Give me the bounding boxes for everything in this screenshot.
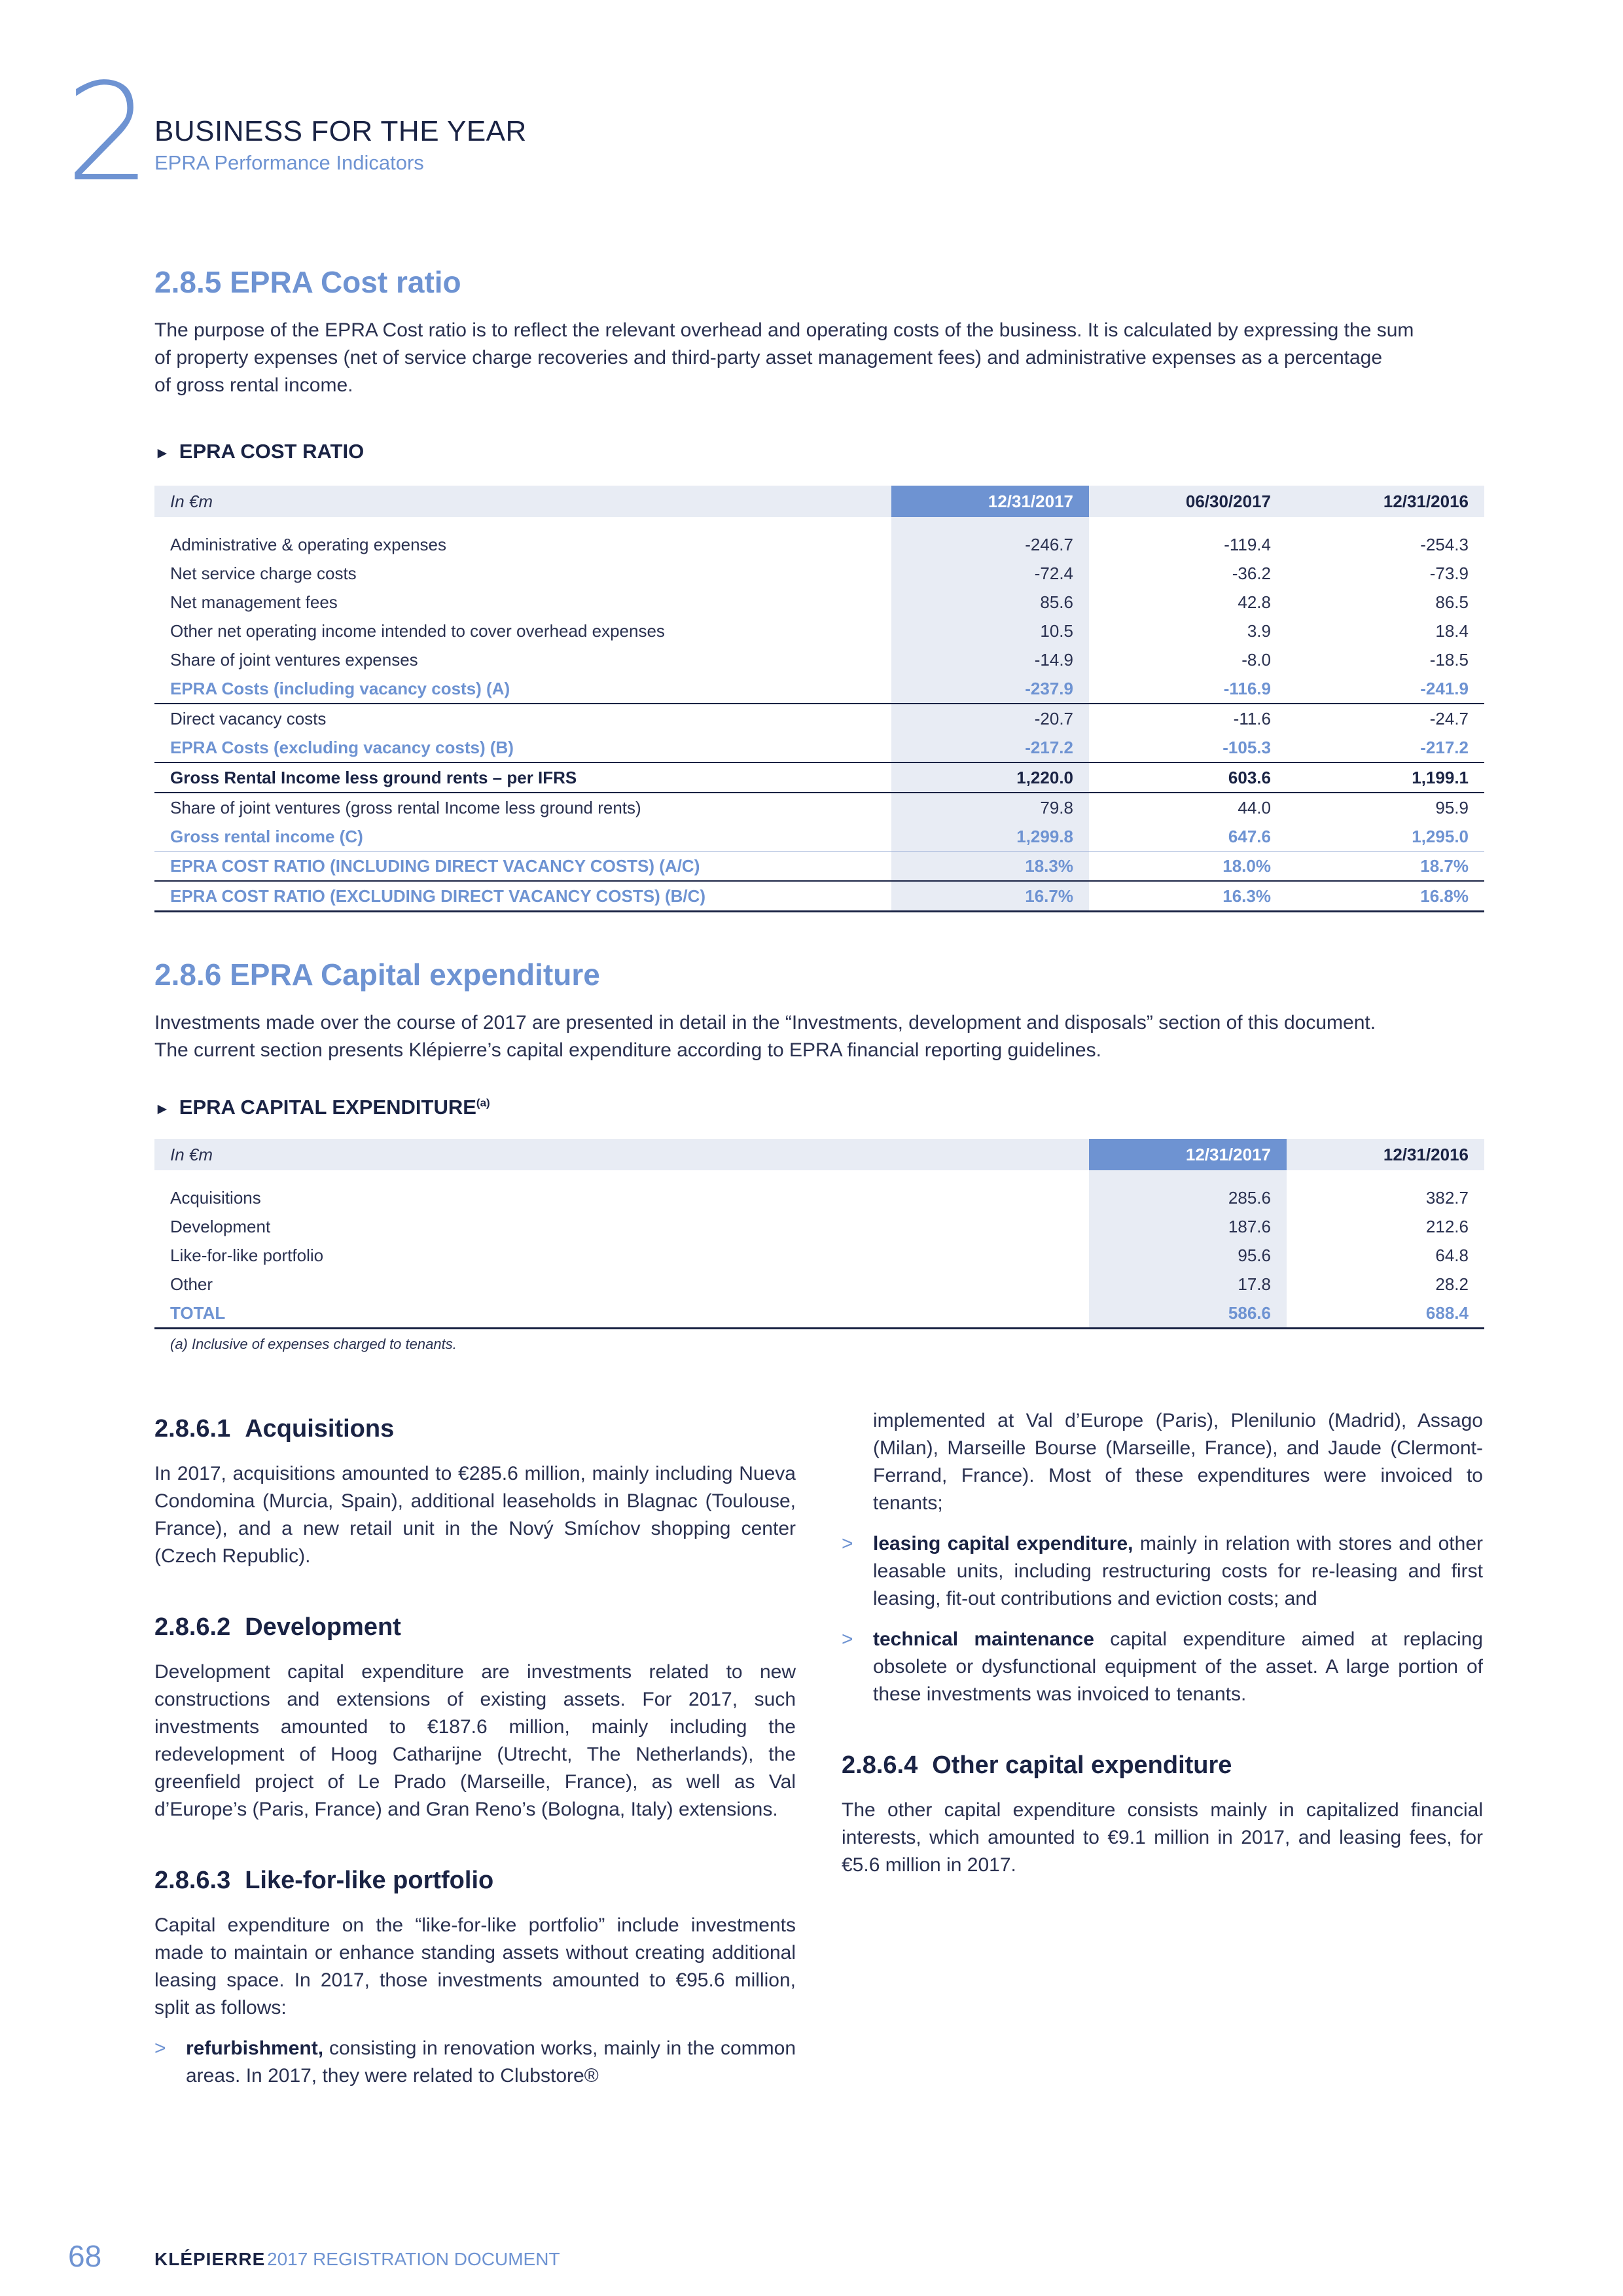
column-header: 12/31/2016 bbox=[1287, 1139, 1484, 1170]
table-row bbox=[154, 1241, 1484, 1270]
subsection-title bbox=[842, 1751, 1483, 1780]
row-label: TOTAL bbox=[154, 1299, 1089, 1329]
cell-value: 44.0 bbox=[1089, 793, 1287, 822]
paragraph: Capital expenditure on the “like-for-like portfolio” include investments made to maintain or enhance standing assets without creating additional leasing space. In 2017, those investments amounted to €95.6 million, split as follows: bbox=[154, 1914, 796, 2018]
epra-cost-ratio-table bbox=[154, 486, 1484, 912]
row-label: EPRA Costs (including vacancy costs) (A) bbox=[170, 678, 510, 698]
column-header: 12/31/2017 bbox=[1089, 1139, 1287, 1170]
table-row bbox=[154, 588, 1484, 617]
cell-value: 1,295.0 bbox=[1412, 826, 1469, 846]
row-label: Development bbox=[170, 1216, 271, 1236]
column-header: 12/31/2016 bbox=[1287, 486, 1484, 517]
cell-value: -18.5 bbox=[1429, 649, 1469, 670]
bullet-text: mainly in relation with stores and other leasable units, including restructuring costs for re-leasing and first leasing, fit-out contributions and eviction costs; and bbox=[873, 1533, 1483, 1609]
section-title: 2.8.6 EPRA Capital expenditure bbox=[154, 958, 600, 992]
bullet-item bbox=[154, 2035, 796, 2090]
cell-value: 212.6 bbox=[1425, 1216, 1469, 1236]
bullet-bold: refurbishment, bbox=[186, 2037, 324, 2059]
row-label: Other bbox=[170, 1274, 213, 1294]
intro-line: The purpose of the EPRA Cost ratio is to reflect the relevant overhead and operating costs of the business. It is calculated by expressing the sum bbox=[154, 319, 1414, 341]
cell-value: 18.3% bbox=[891, 852, 1089, 882]
unit-label: In €m bbox=[154, 486, 891, 517]
bullet-bold: leasing capital expenditure, bbox=[873, 1533, 1133, 1554]
subsection-number: 2.8.6.2 bbox=[154, 1613, 231, 1641]
chevron-bullet-icon: > bbox=[842, 1533, 853, 1554]
chapter-number: 2 bbox=[65, 54, 152, 211]
bullet-text: consisting in renovation works, mainly in the common areas. In 2017, they were related to Clubstore® bbox=[186, 2037, 796, 2087]
subsection-title-text: Development bbox=[245, 1613, 401, 1641]
intro-line: Investments made over the course of 2017 are presented in detail in the “Investments, development and disposals” section of this document. bbox=[154, 1012, 1376, 1033]
cell-value: -8.0 bbox=[1241, 649, 1271, 670]
column-header: 06/30/2017 bbox=[1089, 486, 1287, 517]
table-header-row bbox=[154, 486, 1484, 517]
row-label: EPRA Costs (excluding vacancy costs) (B) bbox=[170, 737, 514, 757]
row-label: EPRA COST RATIO (INCLUDING DIRECT VACANCY COSTS) (A/C) bbox=[154, 852, 891, 882]
table-row bbox=[154, 852, 1484, 882]
table-row bbox=[154, 1183, 1484, 1212]
cell-value: 1,299.8 bbox=[891, 822, 1089, 852]
cell-value: 10.5 bbox=[891, 617, 1089, 645]
subsection-number: 2.8.6.1 bbox=[154, 1415, 231, 1443]
table-row bbox=[154, 645, 1484, 674]
cell-value: 647.6 bbox=[1228, 826, 1271, 846]
epra-capex-table bbox=[154, 1139, 1484, 1329]
table-row bbox=[154, 530, 1484, 559]
row-label: Net service charge costs bbox=[170, 563, 357, 583]
cell-value: 18.0% bbox=[1089, 852, 1287, 882]
table-row bbox=[154, 1212, 1484, 1241]
table-title bbox=[154, 440, 1484, 463]
table-row-total bbox=[154, 1299, 1484, 1329]
cell-value: -11.6 bbox=[1089, 704, 1287, 733]
row-label: Other net operating income intended to cover overhead expenses bbox=[170, 620, 665, 641]
row-label: EPRA COST RATIO (EXCLUDING DIRECT VACANCY COSTS) (B/C) bbox=[154, 881, 891, 912]
cell-value: 18.4 bbox=[1435, 620, 1469, 641]
bullet-continuation: implemented at Val d’Europe (Paris), Plenilunio (Madrid), Assago (Milan), Marseille Bourse (Marseille, France), and Jaude (Clermont-Ferrand, France). Most of these expenditures were invoiced to tenants; bbox=[873, 1410, 1483, 1514]
cell-value: -72.4 bbox=[891, 559, 1089, 588]
table-row bbox=[154, 559, 1484, 588]
cell-value: 603.6 bbox=[1089, 762, 1287, 793]
table-title bbox=[154, 1096, 1484, 1119]
cell-value: 382.7 bbox=[1425, 1187, 1469, 1208]
intro-line: of gross rental income. bbox=[154, 374, 353, 396]
cell-value: 18.7% bbox=[1287, 852, 1484, 882]
table-row bbox=[154, 762, 1484, 793]
triangle-bullet-icon: ► bbox=[154, 1100, 170, 1118]
bullet-item bbox=[842, 1626, 1483, 1708]
subsection-title-text: Other capital expenditure bbox=[932, 1751, 1232, 1779]
row-label: Gross Rental Income less ground rents – per IFRS bbox=[154, 762, 891, 793]
cell-value: -119.4 bbox=[1224, 534, 1271, 554]
cell-value: 16.8% bbox=[1287, 881, 1484, 912]
brand-name: KLÉPIERRE bbox=[154, 2249, 266, 2269]
table-row bbox=[154, 704, 1484, 733]
row-label: Gross rental income (C) bbox=[170, 826, 363, 846]
cell-value: 187.6 bbox=[1089, 1212, 1287, 1241]
paragraph: Development capital expenditure are investments related to new constructions and extensions of existing assets. For 2017, such investments amounted to €187.6 million, mainly including the redevelopment of Hoog Catharijne (Utrecht, The Netherlands), the greenfield project of Le Prado (Marseille, France), as well as Val d’Europe’s (Paris, France) and Gran Reno’s (Bologna, Italy) extensions. bbox=[154, 1661, 796, 1820]
table-row bbox=[154, 822, 1484, 852]
cell-value: 16.7% bbox=[891, 881, 1089, 912]
paragraph: In 2017, acquisitions amounted to €285.6 million, mainly including Nueva Condomina (Murcia, Spain), additional leaseholds in Blagnac (Toulouse, France), and a new retail unit in the Nový Smíchov shopping center (Czech Republic). bbox=[154, 1463, 796, 1567]
row-label: Direct vacancy costs bbox=[154, 704, 891, 733]
capex-section bbox=[154, 957, 1484, 1353]
bullet-item bbox=[842, 1530, 1483, 1613]
table-row bbox=[154, 1270, 1484, 1299]
cell-value: 3.9 bbox=[1247, 620, 1271, 641]
chevron-bullet-icon: > bbox=[154, 2037, 166, 2059]
cell-value: -36.2 bbox=[1232, 563, 1271, 583]
cell-value: -217.2 bbox=[1420, 737, 1469, 757]
row-label: Acquisitions bbox=[170, 1187, 261, 1208]
row-label: Share of joint ventures (gross rental Income less ground rents) bbox=[154, 793, 891, 822]
subsection-number: 2.8.6.4 bbox=[842, 1751, 918, 1779]
bullet-text: capital expenditure aimed at replacing obsolete or dysfunctional equipment of the asset. A large portion of these investments was invoiced to tenants. bbox=[873, 1628, 1483, 1705]
section-title: 2.8.5 EPRA Cost ratio bbox=[154, 265, 461, 299]
subsection-title-text: Like-for-like portfolio bbox=[245, 1867, 494, 1894]
chapter-subtitle: EPRA Performance Indicators bbox=[154, 151, 424, 174]
bullet-bold: technical maintenance bbox=[873, 1628, 1094, 1650]
chevron-bullet-icon: > bbox=[842, 1628, 853, 1650]
footnote-ref: (a) bbox=[476, 1096, 490, 1109]
cost-ratio-section bbox=[154, 264, 1484, 912]
row-label: Like-for-like portfolio bbox=[170, 1245, 324, 1265]
table-title-text: EPRA COST RATIO bbox=[179, 440, 365, 463]
cell-value: 85.6 bbox=[891, 588, 1089, 617]
chapter-title: BUSINESS FOR THE YEAR bbox=[154, 115, 527, 147]
subsection-title bbox=[154, 1415, 796, 1443]
table-row bbox=[154, 733, 1484, 762]
cell-value: 95.9 bbox=[1287, 793, 1484, 822]
cell-value: -73.9 bbox=[1429, 563, 1469, 583]
cell-value: 17.8 bbox=[1089, 1270, 1287, 1299]
page-number: 68 bbox=[68, 2239, 102, 2273]
subsection-number: 2.8.6.3 bbox=[154, 1867, 231, 1894]
paragraph: The other capital expenditure consists mainly in capitalized financial interests, which amounted to €9.1 million in 2017, and leasing fees, for €5.6 million in 2017. bbox=[842, 1799, 1483, 1876]
table-row bbox=[154, 617, 1484, 645]
cell-value: 42.8 bbox=[1238, 592, 1271, 612]
cell-value: -14.9 bbox=[891, 645, 1089, 674]
cell-value: -241.9 bbox=[1420, 678, 1469, 698]
unit-label: In €m bbox=[154, 1139, 1089, 1170]
cell-value: 86.5 bbox=[1435, 592, 1469, 612]
table-title-text: EPRA CAPITAL EXPENDITURE bbox=[179, 1096, 476, 1119]
cell-value: -24.7 bbox=[1287, 704, 1484, 733]
left-column bbox=[154, 1415, 796, 2090]
cell-value: -254.3 bbox=[1420, 534, 1469, 554]
cell-value: -246.7 bbox=[891, 530, 1089, 559]
column-header: 12/31/2017 bbox=[891, 486, 1089, 517]
cell-value: -237.9 bbox=[891, 674, 1089, 704]
cell-value: 1,220.0 bbox=[891, 762, 1089, 793]
subsection-title-text: Acquisitions bbox=[245, 1415, 395, 1443]
table-footnote: (a) Inclusive of expenses charged to tenants. bbox=[170, 1336, 457, 1352]
document-title: 2017 REGISTRATION DOCUMENT bbox=[267, 2249, 560, 2269]
row-label: Administrative & operating expenses bbox=[170, 534, 447, 554]
cell-value: 95.6 bbox=[1089, 1241, 1287, 1270]
right-column bbox=[842, 1407, 1483, 1879]
cell-value: 1,199.1 bbox=[1287, 762, 1484, 793]
table-row bbox=[154, 881, 1484, 912]
cell-value: 688.4 bbox=[1287, 1299, 1484, 1329]
cell-value: 285.6 bbox=[1089, 1183, 1287, 1212]
subsection-title bbox=[154, 1613, 796, 1641]
cell-value: 16.3% bbox=[1089, 881, 1287, 912]
cell-value: -217.2 bbox=[891, 733, 1089, 762]
subsection-title bbox=[154, 1867, 796, 1895]
cell-value: -20.7 bbox=[891, 704, 1089, 733]
table-row bbox=[154, 793, 1484, 822]
cell-value: 79.8 bbox=[891, 793, 1089, 822]
cell-value: -105.3 bbox=[1222, 737, 1271, 757]
cell-value: -116.9 bbox=[1223, 678, 1271, 698]
cell-value: 64.8 bbox=[1435, 1245, 1469, 1265]
cell-value: 586.6 bbox=[1089, 1299, 1287, 1329]
table-row bbox=[154, 674, 1484, 704]
intro-line: of property expenses (net of service charge recoveries and third-party asset management fees) and administrative expenses as a percentage bbox=[154, 347, 1383, 368]
table-header-row bbox=[154, 1139, 1484, 1170]
triangle-bullet-icon: ► bbox=[154, 444, 170, 462]
cell-value: 28.2 bbox=[1435, 1274, 1469, 1294]
row-label: Net management fees bbox=[170, 592, 338, 612]
intro-line: The current section presents Klépierre’s capital expenditure according to EPRA financial reporting guidelines. bbox=[154, 1039, 1101, 1061]
row-label: Share of joint ventures expenses bbox=[170, 649, 418, 670]
